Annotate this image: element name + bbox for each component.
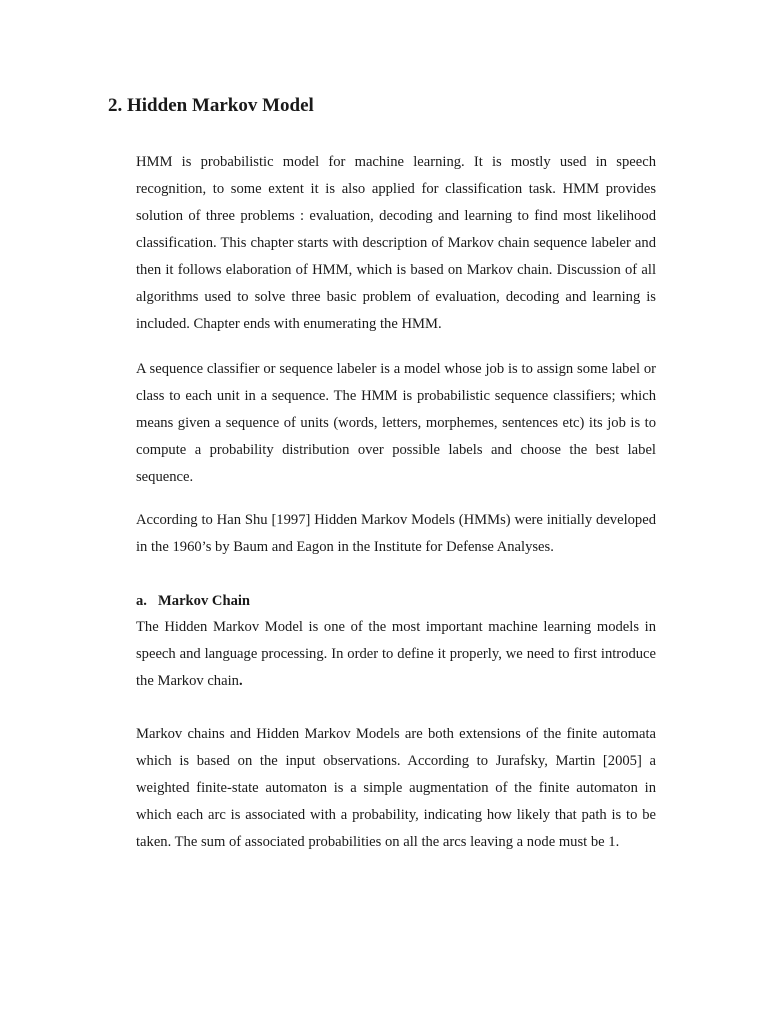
subsection-marker: a.: [136, 593, 147, 609]
section-heading: 2. Hidden Markov Model: [108, 95, 314, 116]
markov-chain-paragraph-period: .: [238, 673, 243, 689]
subsection-heading: [136, 589, 250, 613]
markov-chain-paragraph: [136, 614, 656, 695]
subsection-title: Markov Chain: [158, 593, 251, 609]
history-paragraph: According to Han Shu [1997] Hidden Markov Models (HMMs) were initially developed in the 1960’s by Baum and Eagon in the Institute for Defense Analyses.: [136, 512, 656, 555]
intro-paragraph: HMM is probabilistic model for machine learning. It is mostly used in speech recognition, to some extent it is also applied for classification task. HMM provides solution of three problems : evaluation, decoding and learning to find most likelihood classification. This chapter starts with description of Markov chain sequence labeler and then it follows elaboration of HMM, which is based on Markov chain. Discussion of all algorithms used to solve three basic problem of evaluation, decoding and learning is included. Chapter ends with enumerating the HMM.: [136, 154, 656, 332]
markov-chain-paragraph-text: The Hidden Markov Model is one of the most important machine learning models in speech and language processing. In order to define it properly, we need to first introduce the Markov chain: [136, 619, 656, 689]
automata-paragraph: Markov chains and Hidden Markov Models are both extensions of the finite automata which is based on the input observations. According to Jurafsky, Martin [2005] a weighted finite-state automaton is a simple augmentation of the finite automaton in which each arc is associated with a probability, indicating how likely that path is to be taken. The sum of associated probabilities on all the arcs leaving a node must be 1.: [136, 726, 656, 850]
sequence-classifier-paragraph: A sequence classifier or sequence labeler is a model whose job is to assign some label or class to each unit in a sequence. The HMM is probabilistic sequence classifiers; which means given a sequence of units (words, letters, morphemes, sentences etc) its job is to compute a probability distribution over possible labels and choose the best label sequence.: [136, 361, 656, 485]
